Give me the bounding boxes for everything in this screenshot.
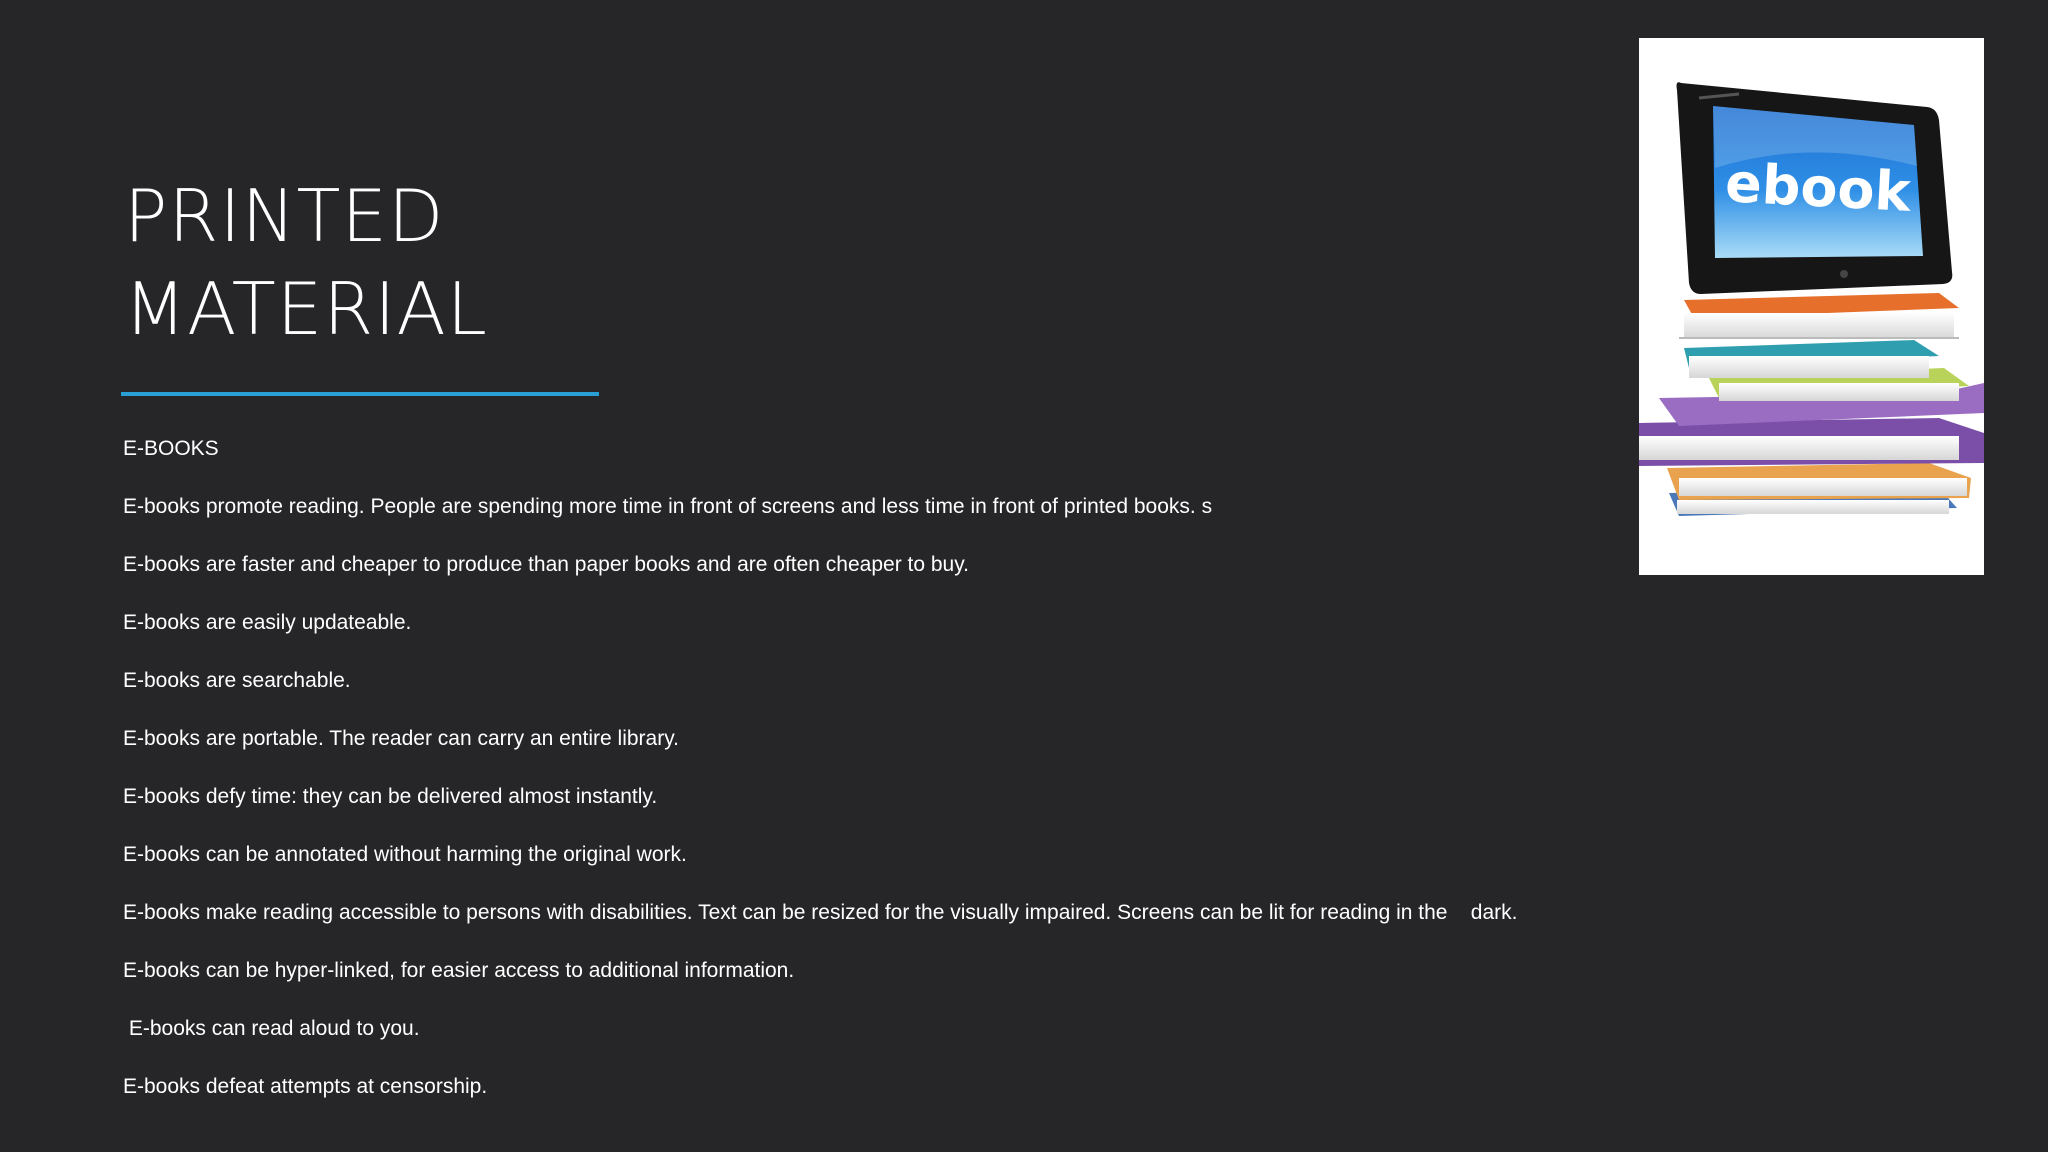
body-line: E-books can be hyper-linked, for easier access to additional information. [123,959,795,982]
body-line: E-books promote reading. People are spending more time in front of screens and less time in front of printed books. s [123,495,1213,518]
slide-title [124,170,488,356]
title-line-2: MATERIAL [124,267,488,351]
tablet-screen-text: ebook [1723,151,1913,224]
title-line-1: PRINTED [124,174,445,258]
ebook-picture [1639,38,1984,575]
body-line: E-books defy time: they can be delivered almost instantly. [123,785,658,808]
body-line: E-books are searchable. [123,669,351,692]
body-line: E-books defeat attempts at censorship. [123,1075,488,1098]
book-stack [1639,293,1984,516]
title-underline [121,392,599,396]
body-line: E-books are easily updateable. [123,611,412,634]
slide-body [123,434,1623,1130]
body-line: E-books can be annotated without harming the original work. [123,843,687,866]
tablet-icon [1677,82,1953,294]
body-line: E-books can read aloud to you. [123,1017,420,1040]
body-line: E-books are faster and cheaper to produce than paper books and are often cheaper to buy. [123,553,970,576]
section-heading: E-BOOKS [123,437,219,460]
tablet-on-books-picture [1639,38,1984,575]
body-line: E-books are portable. The reader can carry an entire library. [123,727,679,750]
body-line: E-books make reading accessible to persons with disabilities. Text can be resized for the visually impaired. Screens can be lit for reading in the dark. [123,901,1518,924]
